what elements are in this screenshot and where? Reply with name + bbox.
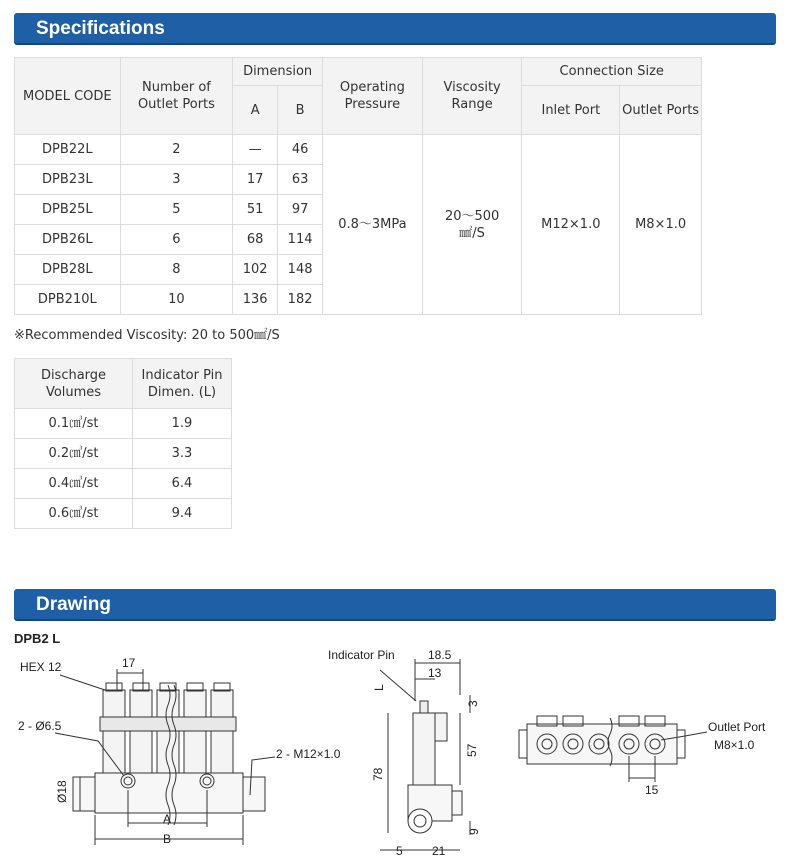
indicator-pin-label: Indicator Pin <box>328 648 395 662</box>
header-connection-size: Connection Size <box>522 58 702 86</box>
table-row <box>15 469 232 499</box>
model-cell: DPB26L <box>15 225 121 255</box>
specifications-title: Specifications <box>36 18 165 39</box>
header-operating-pressure: Operating Pressure <box>323 58 423 135</box>
model-cell: DPB25L <box>15 195 121 225</box>
dim-a-cell: 102 <box>233 255 278 285</box>
discharge-table <box>14 358 232 529</box>
dim-b-cell: 63 <box>278 165 323 195</box>
dim-a-cell: — <box>233 135 278 165</box>
dim-b-cell: 148 <box>278 255 323 285</box>
dim-a-cell: 51 <box>233 195 278 225</box>
table-row <box>15 439 232 469</box>
volume-cell: 0.4㎤/st <box>15 469 133 499</box>
dim-17-label: 17 <box>122 656 136 670</box>
front-view-drawing <box>0 645 370 866</box>
dim-78-label: 78 <box>371 767 385 781</box>
header-viscosity-range: Viscosity Range <box>422 58 522 135</box>
dim-5-label: 5 <box>396 844 403 858</box>
pin-cell: 6.4 <box>133 469 232 499</box>
d18-label: Ø18 <box>55 780 69 803</box>
top-view-drawing <box>515 700 800 800</box>
dim-b-label: B <box>163 832 172 846</box>
header-model-code: MODEL CODE <box>15 58 121 135</box>
side-view-drawing <box>320 645 500 866</box>
dim-3-label: 3 <box>466 700 480 707</box>
dim-15-label: 15 <box>645 783 659 797</box>
outlets-cell: 5 <box>120 195 233 225</box>
table-row <box>15 499 232 529</box>
header-dim-b: B <box>278 86 323 135</box>
outlets-cell: 6 <box>120 225 233 255</box>
viscosity-cell: 20〜500 ㎟/S <box>422 135 522 315</box>
volume-cell: 0.6㎤/st <box>15 499 133 529</box>
volume-cell: 0.2㎤/st <box>15 439 133 469</box>
pin-cell: 1.9 <box>133 409 232 439</box>
model-cell: DPB22L <box>15 135 121 165</box>
dim-a-cell: 17 <box>233 165 278 195</box>
header-indicator-pin: Indicator Pin Dimen. (L) <box>133 359 232 409</box>
header-inlet-port: Inlet Port <box>522 86 620 135</box>
model-cell: DPB28L <box>15 255 121 285</box>
specifications-table <box>14 57 702 315</box>
inlet-cell: M12×1.0 <box>522 135 620 315</box>
drawing-title: Drawing <box>36 594 111 615</box>
dim-b-cell: 97 <box>278 195 323 225</box>
indicator-pin <box>420 701 428 713</box>
outlet-port-label: Outlet Port <box>708 720 766 734</box>
outlets-cell: 10 <box>120 285 233 315</box>
dim-a-cell: 136 <box>233 285 278 315</box>
dim-18-5-label: 18.5 <box>428 648 452 662</box>
dim-b-cell: 182 <box>278 285 323 315</box>
outlet-size-label: M8×1.0 <box>714 738 755 752</box>
volume-cell: 0.1㎤/st <box>15 409 133 439</box>
viscosity-note: ※Recommended Viscosity: 20 to 500㎟/S <box>14 328 280 343</box>
pressure-cell: 0.8〜3MPa <box>323 135 423 315</box>
pin-cell: 9.4 <box>133 499 232 529</box>
dim-21-label: 21 <box>432 844 446 858</box>
drawing-header <box>14 589 776 621</box>
dim-57-label: 57 <box>465 743 479 757</box>
specifications-header <box>14 13 776 45</box>
dim-a-cell: 68 <box>233 225 278 255</box>
outlets-cell: 3 <box>120 165 233 195</box>
dim-l-label: L <box>372 684 386 691</box>
pin-cell: 3.3 <box>133 439 232 469</box>
table-row <box>15 135 702 165</box>
outlets-cell: 2 <box>120 135 233 165</box>
header-outlet-ports-size: Outlet Ports <box>620 86 702 135</box>
holes-label: 2 - Ø6.5 <box>18 719 62 733</box>
model-cell: DPB23L <box>15 165 121 195</box>
drawing-model-label: DPB2 L <box>14 631 61 646</box>
outlet-cell: M8×1.0 <box>620 135 702 315</box>
header-dim-a: A <box>233 86 278 135</box>
table-row <box>15 409 232 439</box>
dim-b-cell: 46 <box>278 135 323 165</box>
dim-a-label: A <box>163 812 172 826</box>
model-cell: DPB210L <box>15 285 121 315</box>
valve-cylinder-side <box>413 713 435 785</box>
header-discharge-volumes: Discharge Volumes <box>15 359 133 409</box>
m12-label: 2 - M12×1.0 <box>276 747 341 761</box>
outlets-cell: 8 <box>120 255 233 285</box>
dim-13-label: 13 <box>428 666 442 680</box>
header-outlet-ports: Number of Outlet Ports <box>120 58 233 135</box>
dim-b-cell: 114 <box>278 225 323 255</box>
dim-9-label: 9 <box>467 828 481 835</box>
hex-label: HEX 12 <box>20 660 62 674</box>
header-dimension: Dimension <box>233 58 323 86</box>
